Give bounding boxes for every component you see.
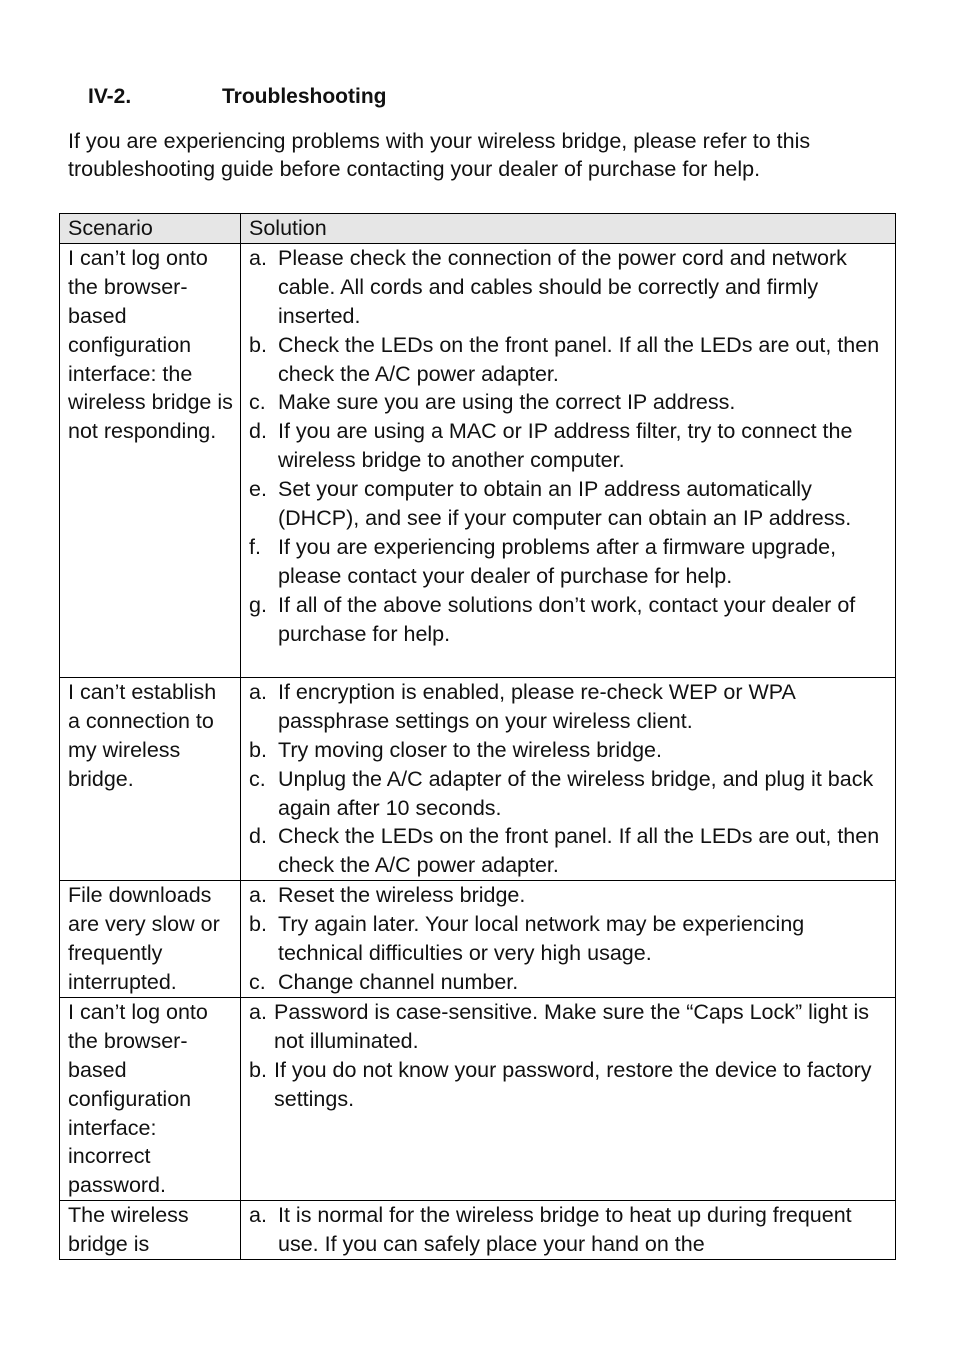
- solution-text: Change channel number.: [278, 969, 519, 994]
- solution-text: If you are using a MAC or IP address filter, try to connect the wireless bridge to another computer.: [278, 419, 853, 473]
- solution-text: Try moving closer to the wireless bridge.: [278, 737, 662, 762]
- scenario-cell: I can’t log onto the browser-based configuration interface: incorrect password.: [60, 997, 241, 1200]
- solution-item: [249, 1056, 889, 1114]
- solution-label: c.: [249, 390, 266, 415]
- solution-cell: [241, 881, 896, 998]
- header-solution: Solution: [241, 214, 896, 244]
- solution-label: a.: [249, 1203, 267, 1228]
- solution-label: b.: [249, 332, 267, 357]
- solution-label: a.: [249, 245, 267, 270]
- solution-text: Please check the connection of the power cord and network cable. All cords and cables should be correctly and firmly inserted.: [278, 245, 847, 328]
- scenario-cell: I can’t log onto the browser-based configuration interface: the wireless bridge is not responding.: [60, 243, 241, 677]
- solution-item: [249, 822, 889, 880]
- solution-label: d.: [249, 419, 267, 444]
- solution-item: [249, 417, 889, 475]
- scenario-cell: The wireless bridge is: [60, 1201, 241, 1260]
- solution-label: b.: [249, 912, 267, 937]
- solution-label: f.: [249, 534, 261, 559]
- solution-cell: [241, 677, 896, 880]
- table-header-row: [60, 214, 896, 244]
- solution-item: [249, 998, 889, 1056]
- scenario-cell: I can’t establish a connection to my wireless bridge.: [60, 677, 241, 880]
- section-heading: [88, 83, 386, 111]
- solution-cell: [241, 1201, 896, 1260]
- solution-item: [249, 1201, 889, 1259]
- solution-item: [249, 244, 889, 331]
- solution-item: [249, 736, 889, 765]
- section-number: IV-2.: [88, 85, 132, 108]
- table-row: [60, 1201, 896, 1260]
- solution-item: [249, 591, 889, 649]
- solution-item: [249, 910, 889, 968]
- solution-label: c.: [249, 766, 266, 791]
- scenario-cell: File downloads are very slow or frequently interrupted.: [60, 881, 241, 998]
- solution-label: b.: [249, 737, 267, 762]
- solution-text: Password is case-sensitive. Make sure the “Caps Lock” light is not illuminated.: [274, 999, 870, 1053]
- solution-item: [249, 388, 889, 417]
- solution-text: Check the LEDs on the front panel. If all the LEDs are out, then check the A/C power adapter.: [278, 824, 880, 878]
- intro-paragraph: If you are experiencing problems with your wireless bridge, please refer to this troubleshooting guide before contacting your dealer of purchase for help.: [68, 129, 811, 181]
- solution-label: e.: [249, 477, 267, 502]
- solution-label: a.: [249, 679, 267, 704]
- solution-item: [249, 533, 889, 591]
- solution-label: a.: [249, 883, 267, 908]
- solution-item: [249, 475, 889, 533]
- solution-cell: [241, 997, 896, 1200]
- solution-text: Unplug the A/C adapter of the wireless bridge, and plug it back again after 10 seconds.: [278, 766, 874, 820]
- solution-item: [249, 881, 889, 910]
- solution-text: If you do not know your password, restore the device to factory settings.: [274, 1057, 872, 1111]
- solution-cell: [241, 243, 896, 677]
- solution-text: Try again later. Your local network may be experiencing technical difficulties or very high usage.: [278, 912, 805, 966]
- troubleshooting-table: [59, 213, 896, 1260]
- solution-text: Check the LEDs on the front panel. If all the LEDs are out, then check the A/C power adapter.: [278, 332, 880, 386]
- solution-text: Make sure you are using the correct IP address.: [278, 390, 736, 415]
- solution-text: If you are experiencing problems after a firmware upgrade, please contact your dealer of purchase for help.: [278, 534, 837, 588]
- solution-label: b.: [249, 1057, 267, 1082]
- section-title: Troubleshooting: [222, 85, 387, 108]
- header-scenario: Scenario: [60, 214, 241, 244]
- table-row: [60, 881, 896, 998]
- solution-item: [249, 968, 889, 997]
- table-row: [60, 677, 896, 880]
- solution-item: [249, 331, 889, 389]
- solution-label: d.: [249, 824, 267, 849]
- solution-text: If all of the above solutions don’t work, contact your dealer of purchase for help.: [278, 592, 856, 646]
- table-row: [60, 997, 896, 1200]
- table-row: [60, 243, 896, 677]
- solution-item: [249, 765, 889, 823]
- solution-label: g.: [249, 592, 267, 617]
- solution-text: Reset the wireless bridge.: [278, 883, 526, 908]
- solution-item: [249, 678, 889, 736]
- solution-text: It is normal for the wireless bridge to heat up during frequent use. If you can safely place your hand on the: [278, 1203, 852, 1257]
- solution-text: Set your computer to obtain an IP address automatically (DHCP), and see if your computer can obtain an IP address.: [278, 477, 852, 531]
- solution-label: c.: [249, 969, 266, 994]
- solution-text: If encryption is enabled, please re-check WEP or WPA passphrase settings on your wireless client.: [278, 679, 795, 733]
- solution-label: a.: [249, 999, 267, 1024]
